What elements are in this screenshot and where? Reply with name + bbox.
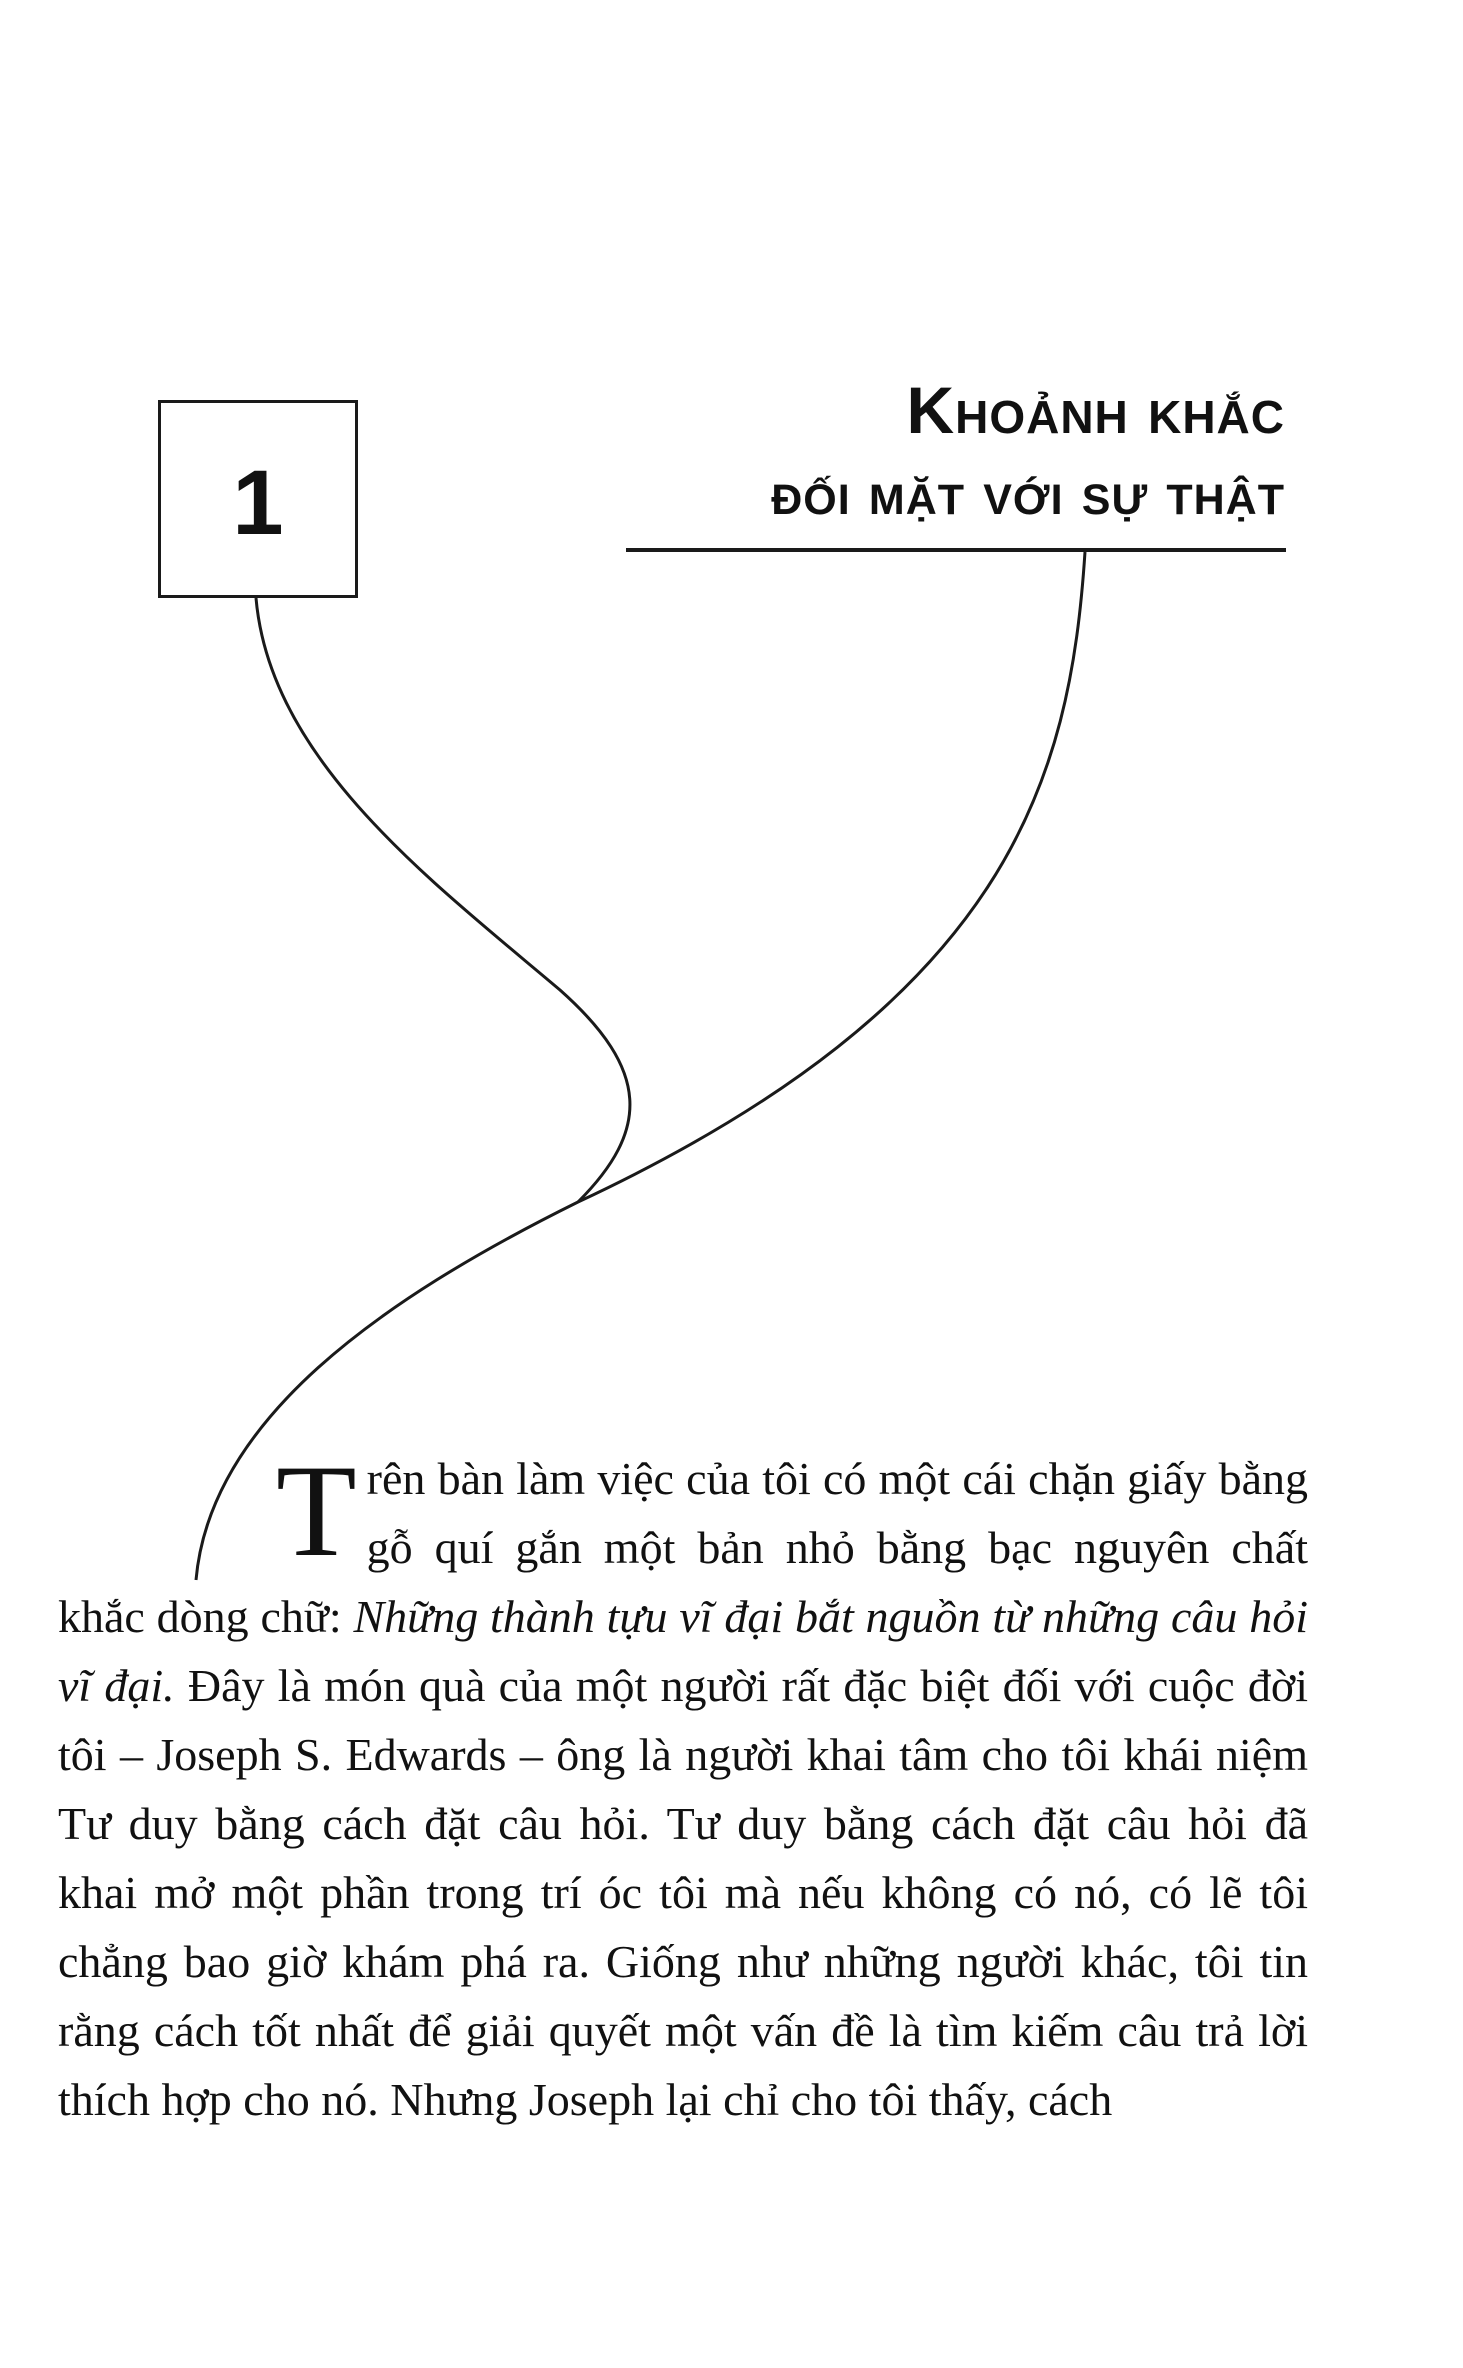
drop-cap: T: [276, 1437, 357, 1584]
left-decorative-curve: [256, 598, 630, 1202]
chapter-title-line-2: đối mặt với sự thật: [771, 459, 1285, 528]
chapter-number-box: [158, 400, 358, 598]
chapter-title: [771, 368, 1285, 536]
chapter-title-line-1: Khoảnh khắc: [906, 373, 1285, 447]
chapter-number: 1: [232, 452, 284, 554]
title-underline-rule: [626, 548, 1286, 552]
body-text-continued: Đây là món quà của một người rất đặc biệt đối với cuộc đời tôi – Joseph S. Edwards – ông là người khai tâm cho tôi khái niệm Tư duy bằng cách đặt câu hỏi. Tư duy bằng cách đặt câu hỏi đã khai mở một phần trong trí óc tôi mà nếu không có nó, có lẽ tôi chẳng bao giờ khám phá ra. Giống như những người khác, tôi tin rằng cách tốt nhất để giải quyết một vấn đề là tìm kiếm câu trả lời thích hợp cho nó. Nhưng Joseph lại chỉ cho tôi thấy, cách: [58, 1660, 1308, 2125]
italic-quote: Những thành tựu vĩ đại bắt nguồn từ những câu hỏi vĩ đại.: [58, 1591, 1308, 1711]
body-paragraph: [58, 1437, 1308, 2134]
body-text-intro: rên bàn làm việc của tôi có một cái chặn giấy bằng gỗ quí gắn một bản nhỏ bằng bạc nguyên chất khắc dòng chữ:: [58, 1453, 1308, 1642]
right-decorative-curve: [196, 552, 1085, 1584]
